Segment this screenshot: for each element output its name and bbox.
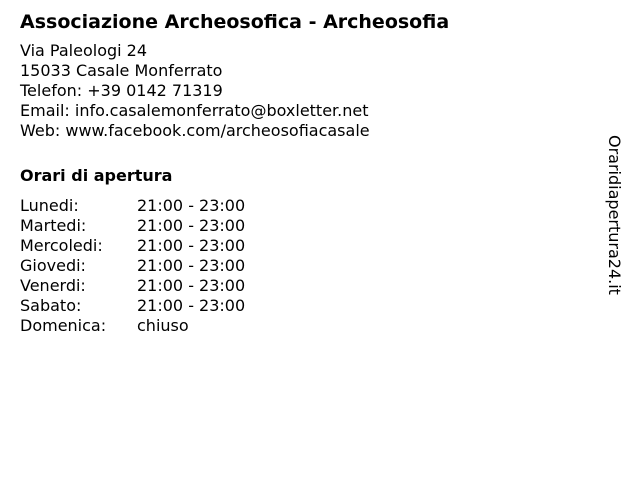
time-range: 21:00 - 23:00 (137, 236, 246, 255)
hours-row-wednesday (20, 236, 245, 256)
address-block (20, 41, 600, 141)
opening-hours-heading: Orari di apertura (20, 166, 173, 185)
hours-row-thursday (20, 256, 245, 276)
day-label: Giovedi: (20, 256, 86, 275)
opening-hours-table (20, 196, 245, 336)
web-line: Web: www.facebook.com/archeosofiacasale (20, 121, 370, 140)
day-label: Lunedi: (20, 196, 79, 215)
time-range: 21:00 - 23:00 (137, 256, 246, 275)
phone-line: Telefon: +39 0142 71319 (20, 81, 223, 100)
business-card (20, 10, 600, 336)
time-range: 21:00 - 23:00 (137, 196, 246, 215)
street-address: Via Paleologi 24 (20, 41, 148, 60)
business-name: Associazione Archeosofica - Archeosofia (20, 11, 450, 33)
time-range: 21:00 - 23:00 (137, 216, 246, 235)
day-label: Venerdi: (20, 276, 86, 295)
hours-row-monday (20, 196, 245, 216)
time-range: 21:00 - 23:00 (137, 276, 246, 295)
email-line: Email: info.casalemonferrato@boxletter.net (20, 101, 369, 120)
hours-row-saturday (20, 296, 245, 316)
city-line: 15033 Casale Monferrato (20, 61, 223, 80)
day-label: Sabato: (20, 296, 82, 315)
hours-row-friday (20, 276, 245, 296)
day-label: Domenica: (20, 316, 107, 335)
site-watermark: Oraridiapertura24.it (605, 135, 624, 295)
day-label: Martedi: (20, 216, 87, 235)
hours-row-tuesday (20, 216, 245, 236)
time-range: chiuso (137, 316, 189, 335)
hours-row-sunday (20, 316, 245, 336)
day-label: Mercoledi: (20, 236, 103, 255)
time-range: 21:00 - 23:00 (137, 296, 246, 315)
